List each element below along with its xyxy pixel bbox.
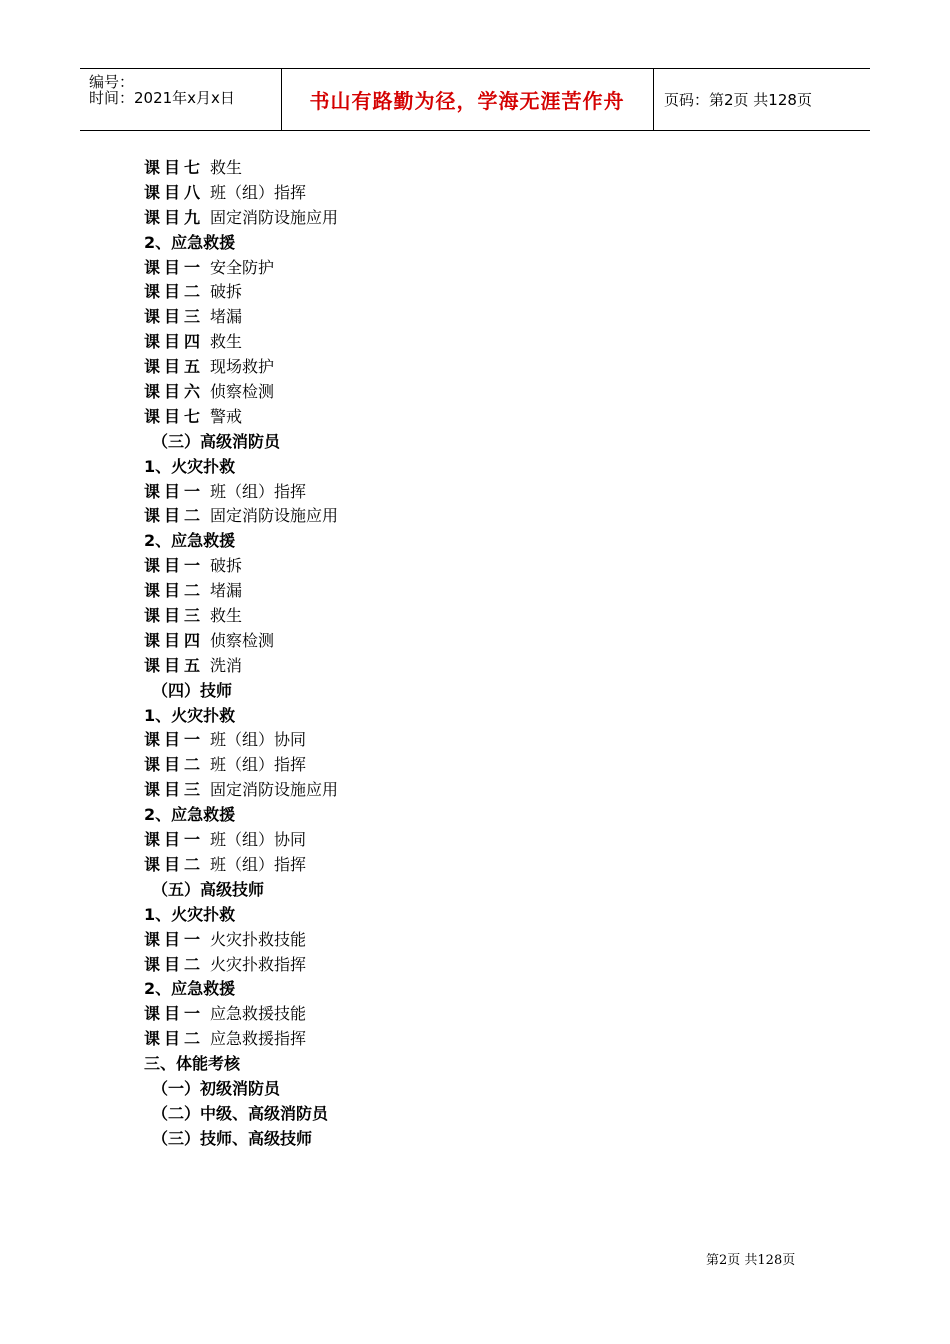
course-item	[144, 355, 338, 380]
course-title: 警戒	[210, 406, 243, 426]
course-title: 堵漏	[210, 307, 243, 327]
section-heading: （三）技师、高级技师	[152, 1128, 313, 1148]
course-label: 课目四	[144, 630, 205, 650]
course-item	[144, 928, 338, 953]
course-title: 侦察检测	[210, 630, 275, 650]
header-page-info: 页码：第2页 共128页	[664, 91, 812, 109]
course-item	[144, 504, 338, 529]
course-item	[144, 405, 338, 430]
course-item	[144, 579, 338, 604]
document-number-label: 编号：	[89, 73, 135, 91]
course-title: 应急救援技能	[210, 1004, 307, 1024]
course-title: 固定消防设施应用	[210, 506, 339, 526]
course-label: 课目一	[144, 481, 205, 501]
course-title: 侦察检测	[210, 382, 275, 402]
course-item	[144, 953, 338, 978]
course-title: 火灾扑救技能	[210, 929, 307, 949]
course-title: 破拆	[210, 282, 243, 302]
section-heading: 1、火灾扑救	[144, 456, 236, 476]
course-label: 课目一	[144, 929, 205, 949]
course-item	[144, 206, 338, 231]
section-heading: 2、应急救援	[144, 531, 236, 551]
course-label: 课目七	[144, 158, 205, 177]
course-label: 课目一	[144, 556, 205, 576]
section-heading: 2、应急救援	[144, 979, 236, 999]
course-title: 班（组）指挥	[210, 755, 307, 775]
course-title: 安全防护	[210, 257, 275, 277]
section-heading: （二）中级、高级消防员	[152, 1103, 329, 1123]
course-item	[144, 256, 338, 281]
course-item	[144, 778, 338, 803]
document-time-label: 时间：2021年x月x日	[89, 89, 235, 107]
section-heading: （一）初级消防员	[152, 1078, 281, 1098]
course-item	[144, 156, 338, 181]
section-heading: 2、应急救援	[144, 232, 236, 252]
course-item	[144, 728, 338, 753]
course-title: 救生	[210, 332, 243, 352]
header-motto-cell	[281, 69, 654, 130]
course-item	[144, 828, 338, 853]
course-title: 班（组）指挥	[210, 182, 307, 202]
course-label: 课目三	[144, 606, 205, 626]
course-item	[144, 181, 338, 206]
section-heading: （五）高级技师	[152, 879, 265, 899]
section-heading: 2、应急救援	[144, 805, 236, 825]
course-label: 课目三	[144, 307, 205, 327]
document-body	[144, 156, 338, 1152]
section-heading: （三）高级消防员	[152, 431, 281, 451]
section-heading: 1、火灾扑救	[144, 705, 236, 725]
course-label: 课目八	[144, 182, 205, 202]
course-item	[144, 853, 338, 878]
course-item	[144, 554, 338, 579]
course-title: 固定消防设施应用	[210, 207, 339, 227]
course-label: 课目二	[144, 1029, 205, 1049]
course-label: 课目二	[144, 954, 205, 974]
course-title: 洗消	[210, 655, 243, 675]
course-label: 课目二	[144, 282, 205, 302]
course-label: 课目二	[144, 755, 205, 775]
page-header	[80, 68, 870, 131]
course-label: 课目一	[144, 257, 205, 277]
course-label: 课目四	[144, 332, 205, 352]
course-label: 课目六	[144, 382, 205, 402]
course-item	[144, 1002, 338, 1027]
course-item	[144, 330, 338, 355]
course-title: 班（组）指挥	[210, 854, 307, 874]
course-label: 课目二	[144, 854, 205, 874]
course-label: 课目一	[144, 830, 205, 850]
course-title: 堵漏	[210, 581, 243, 601]
course-title: 破拆	[210, 556, 243, 576]
course-title: 救生	[210, 158, 243, 177]
course-label: 课目一	[144, 1004, 205, 1024]
section-heading: 1、火灾扑救	[144, 904, 236, 924]
course-title: 现场救护	[210, 357, 275, 377]
course-title: 班（组）指挥	[210, 481, 307, 501]
course-label: 课目二	[144, 506, 205, 526]
course-title: 火灾扑救指挥	[210, 954, 307, 974]
course-label: 课目七	[144, 406, 205, 426]
course-title: 救生	[210, 606, 243, 626]
section-heading: （四）技师	[152, 680, 233, 700]
course-item	[144, 654, 338, 679]
course-item	[144, 380, 338, 405]
course-item	[144, 280, 338, 305]
header-motto: 书山有路勤为径，学海无涯苦作舟	[309, 89, 625, 113]
course-item	[144, 629, 338, 654]
course-item	[144, 604, 338, 629]
section-heading: 三、体能考核	[144, 1054, 241, 1074]
header-meta-cell	[80, 69, 282, 130]
page-footer: 第2页 共128页	[706, 1253, 796, 1268]
course-item	[144, 480, 338, 505]
course-label: 课目三	[144, 780, 205, 800]
course-item	[144, 1027, 338, 1052]
course-title: 固定消防设施应用	[210, 780, 339, 800]
course-label: 课目五	[144, 357, 205, 377]
course-label: 课目五	[144, 655, 205, 675]
header-page-cell	[654, 69, 870, 130]
course-label: 课目九	[144, 207, 205, 227]
course-title: 班（组）协同	[210, 730, 307, 750]
course-item	[144, 305, 338, 330]
course-label: 课目一	[144, 730, 205, 750]
course-label: 课目二	[144, 581, 205, 601]
course-title: 班（组）协同	[210, 830, 307, 850]
course-item	[144, 753, 338, 778]
course-title: 应急救援指挥	[210, 1029, 307, 1049]
